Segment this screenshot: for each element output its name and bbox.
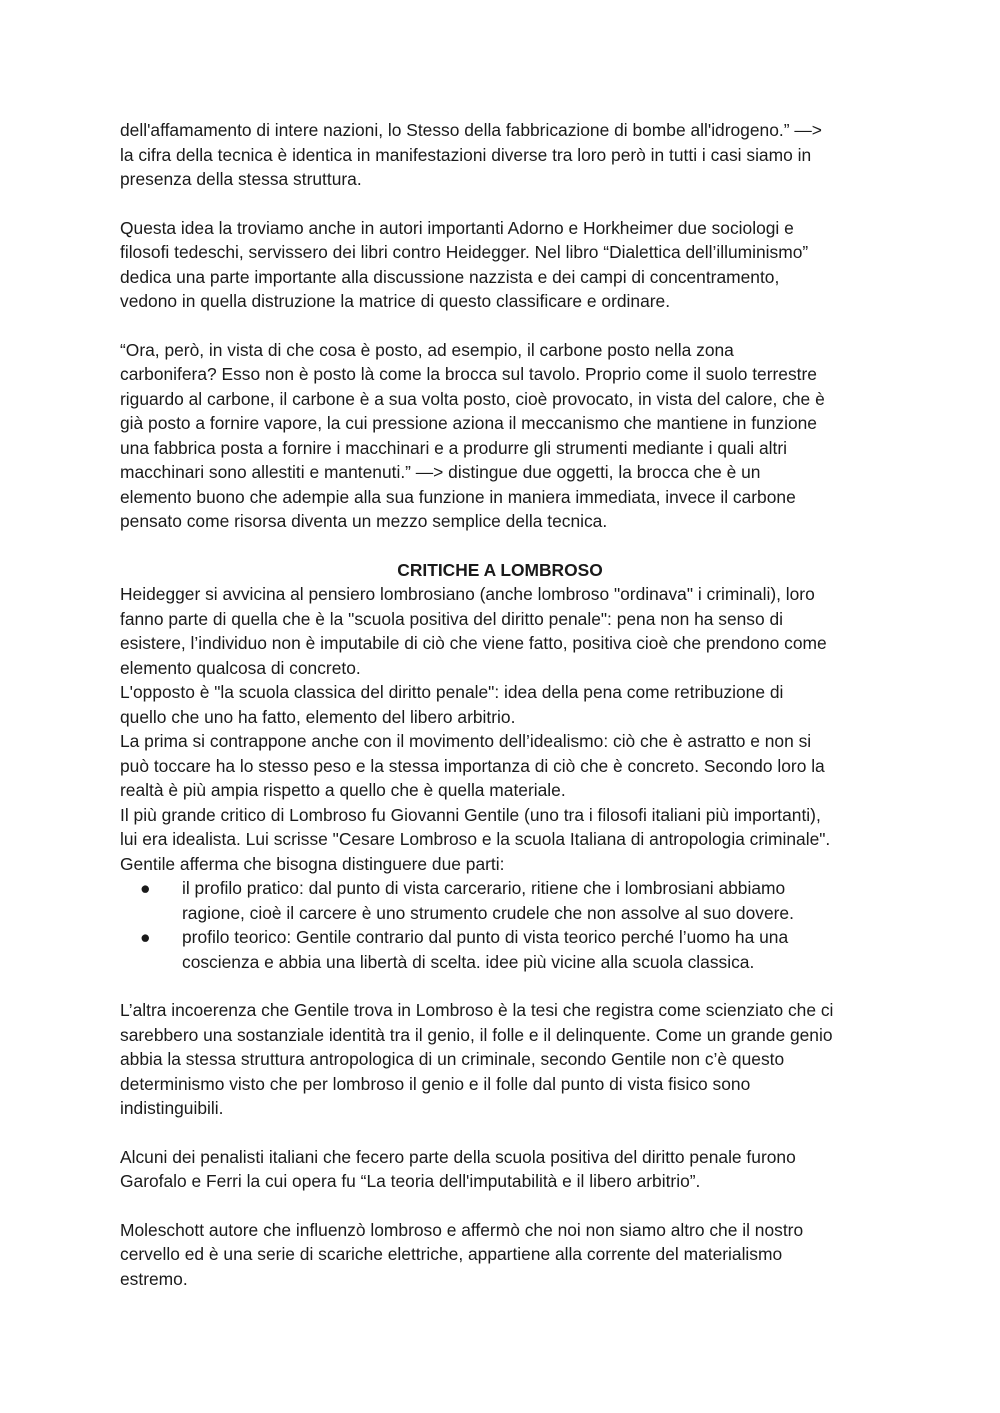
text-line: il profilo pratico: dal punto di vista carcerario, ritiene che i lombrosiani abbiamo — [182, 878, 786, 898]
text-line: Il più grande critico di Lombroso fu Giovanni Gentile (uno tra i filosofi italiani più importanti), — [120, 804, 821, 825]
paragraph-adorno-horkheimer — [120, 216, 890, 314]
text-line: estremo. — [120, 1268, 188, 1289]
text-line: sarebbero una sostanziale identità tra il genio, il folle e il delinquente. Come un grande genio — [120, 1024, 833, 1045]
bullet-icon: ● — [140, 927, 151, 947]
text-line: abbia la stessa struttura antropologica di un criminale, secondo Gentile non c’è questo — [120, 1049, 785, 1069]
paragraph-spacer — [120, 192, 890, 216]
text-line: vedono in quella distruzione la matrice di questo classificare e ordinare. — [120, 291, 671, 311]
text-line: L'opposto è "la scuola classica del diritto penale": idea della pena come retribuzione di — [120, 682, 784, 702]
text-line: una fabbrica posta a fornire i macchinari e a produrre gli strumenti mediante i quali altri — [120, 437, 787, 458]
text-line: fanno parte di quella che è la "scuola positiva del diritto penale": pena non ha senso di — [120, 608, 784, 629]
text-line: determinismo visto che per lombroso il genio e il folle dal punto di vista fisico sono — [120, 1073, 751, 1094]
paragraph-penalisti — [120, 1145, 890, 1194]
text-line: già posto a fornire vapore, la cui pressione aziona il meccanismo che mantiene in funzione — [120, 413, 817, 433]
text-line: pensato come risorsa diventa un mezzo semplice della tecnica. — [120, 511, 608, 531]
text-line: La prima si contrappone anche con il movimento dell’idealismo: ciò che è astratto e non si — [120, 731, 812, 751]
paragraph-carbone-quote — [120, 338, 890, 534]
paragraph-moleschott — [120, 1218, 890, 1292]
list-item — [120, 925, 890, 974]
bullet-list — [120, 876, 890, 974]
paragraph-spacer — [120, 534, 890, 558]
text-line: L’altra incoerenza che Gentile trova in Lombroso è la tesi che registra come scienziato che ci — [120, 1000, 834, 1020]
text-line: filosofi tedeschi, servissero dei libri contro Heidegger. Nel libro “Dialettica dell’illuminismo” — [120, 242, 809, 262]
text-line: ragione, cioè il carcere è uno strumento crudele che non assolve al suo dovere. — [182, 902, 794, 923]
paragraph-spacer — [120, 1194, 890, 1218]
text-line: elemento buono che adempie alla sua funzione in maniera immediata, invece il carbone — [120, 486, 796, 507]
text-line: elemento qualcosa di concreto. — [120, 657, 361, 678]
bullet-icon: ● — [140, 878, 151, 898]
text-line: lui era idealista. Lui scrisse "Cesare Lombroso e la scuola Italiana di antropologia criminale". — [120, 829, 831, 849]
text-line: esistere, l’individuo non è imputabile di ciò che viene fatto, positiva cioè che prendono come — [120, 633, 827, 653]
paragraph-tecnica — [120, 118, 890, 192]
paragraph-spacer — [120, 1121, 890, 1145]
text-line: può toccare ha lo stesso peso e la stessa importanza di ciò che è concreto. Secondo loro la — [120, 755, 825, 776]
text-line: profilo teorico: Gentile contrario dal punto di vista teorico perché l’uomo ha una — [182, 927, 789, 947]
text-line: presenza della stessa struttura. — [120, 169, 362, 189]
text-line: “Ora, però, in vista di che cosa è posto, ad esempio, il carbone posto nella zona — [120, 339, 734, 360]
paragraph-spacer — [120, 974, 890, 998]
text-line: Gentile afferma che bisogna distinguere due parti: — [120, 853, 505, 874]
text-line: Questa idea la troviamo anche in autori importanti Adorno e Horkheimer due sociologi e — [120, 217, 794, 238]
text-line: Moleschott autore che influenzò lombroso e affermò che noi non siamo altro che il nostro — [120, 1219, 804, 1240]
text-line: macchinari sono allestiti e mantenuti.” —> distingue due oggetti, la brocca che è un — [120, 462, 761, 482]
paragraph-lombroso-section — [120, 582, 890, 876]
text-line: coscienza e abbia una libertà di scelta. idee più vicine alla scuola classica. — [182, 951, 755, 972]
text-line: carbonifera? Esso non è posto là come la brocca sul tavolo. Proprio come il suolo terrestre — [120, 364, 817, 384]
text-line: indistinguibili. — [120, 1098, 224, 1118]
text-line: quello che uno ha fatto, elemento del libero arbitrio. — [120, 706, 516, 727]
list-item — [120, 876, 890, 925]
text-line: riguardo al carbone, il carbone è a sua volta posto, cioè provocato, in vista del calore, che è — [120, 388, 825, 409]
text-line: realtà è più ampia rispetto a quello che è quella materiale. — [120, 780, 566, 800]
text-line: dell'affamamento di intere nazioni, lo Stesso della fabbricazione di bombe all'idrogeno.” —> — [120, 120, 822, 140]
text-line: dedica una parte importante alla discussione nazzista e dei campi di concentramento, — [120, 266, 780, 287]
paragraph-spacer — [120, 314, 890, 338]
text-line: Garofalo e Ferri la cui opera fu “La teoria dell'imputabilità e il libero arbitrio”. — [120, 1171, 701, 1191]
paragraph-incoerenza — [120, 998, 890, 1121]
text-line: Heidegger si avvicina al pensiero lombrosiano (anche lombroso "ordinava" i criminali), loro — [120, 584, 815, 604]
text-line: la cifra della tecnica è identica in manifestazioni diverse tra loro però in tutti i casi siamo in — [120, 144, 812, 165]
document-page — [120, 118, 890, 1291]
text-line: cervello ed è una serie di scariche elettriche, appartiene alla corrente del materialismo — [120, 1244, 783, 1264]
text-line: Alcuni dei penalisti italiani che fecero parte della scuola positiva del diritto penale furono — [120, 1146, 796, 1167]
section-heading: CRITICHE A LOMBROSO — [397, 559, 603, 580]
